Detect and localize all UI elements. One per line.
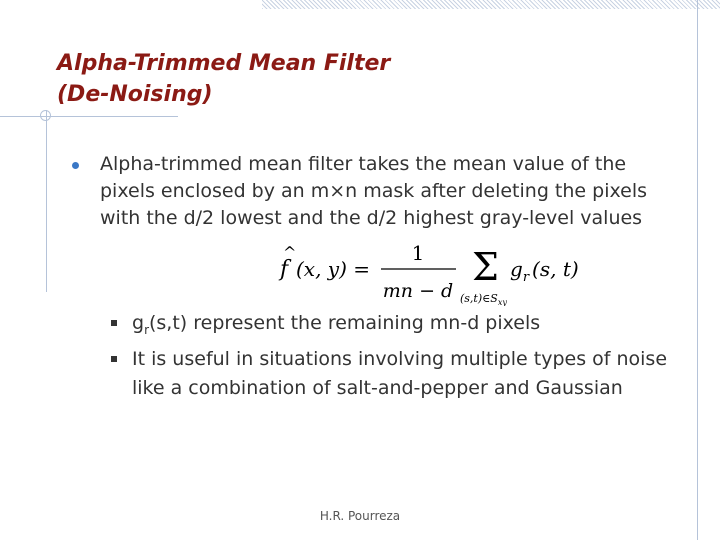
formula-numerator: 1: [411, 241, 425, 265]
title-line-1: Alpha-Trimmed Mean Filter: [57, 51, 391, 76]
formula-f: f: [280, 257, 289, 282]
title-line-2: (De-Noising): [57, 82, 213, 107]
square-bullet-icon: [111, 320, 117, 326]
alpha-trimmed-formula: [278, 240, 598, 306]
title-underline: [0, 116, 178, 117]
square-bullet-icon: [111, 356, 117, 362]
right-vertical-line: [697, 0, 698, 540]
formula-hat: ^: [283, 243, 297, 262]
sub-bullet-2-text: It is useful in situations involving multiple types of noise like a combination of salt-and-pepper and Gaussian: [132, 348, 668, 399]
slide-title: [57, 48, 390, 110]
sub-bullet-1: [108, 309, 688, 338]
left-vertical-line: [46, 110, 47, 292]
header-hatch-decoration: [262, 0, 720, 9]
main-bullet: [72, 151, 662, 232]
sub-bullet-1-text: $g_r(s,t)$ represent the remaining mn-d pixels: [132, 312, 541, 337]
sigma-icon: Σ: [472, 245, 499, 289]
bullet-dot-icon: [72, 162, 79, 169]
formula-denominator: mn − d: [382, 280, 454, 302]
crosshair-circle: [40, 110, 51, 121]
formula-sum-range: $(s,t)\in S_{xy}$: [460, 292, 507, 306]
sub-bullet-2: [108, 345, 688, 403]
formula-term: $g_r$ (s, t): [510, 257, 579, 285]
footer-author: H.R. Pourreza: [319, 509, 401, 523]
main-bullet-text: Alpha-trimmed mean filter takes the mean value of the pixels enclosed by an m×n mask after deleting the pixels with the d/2 lowest and the d/2 highest gray-level values: [100, 153, 648, 229]
formula-args: (x, y) =: [296, 257, 371, 281]
